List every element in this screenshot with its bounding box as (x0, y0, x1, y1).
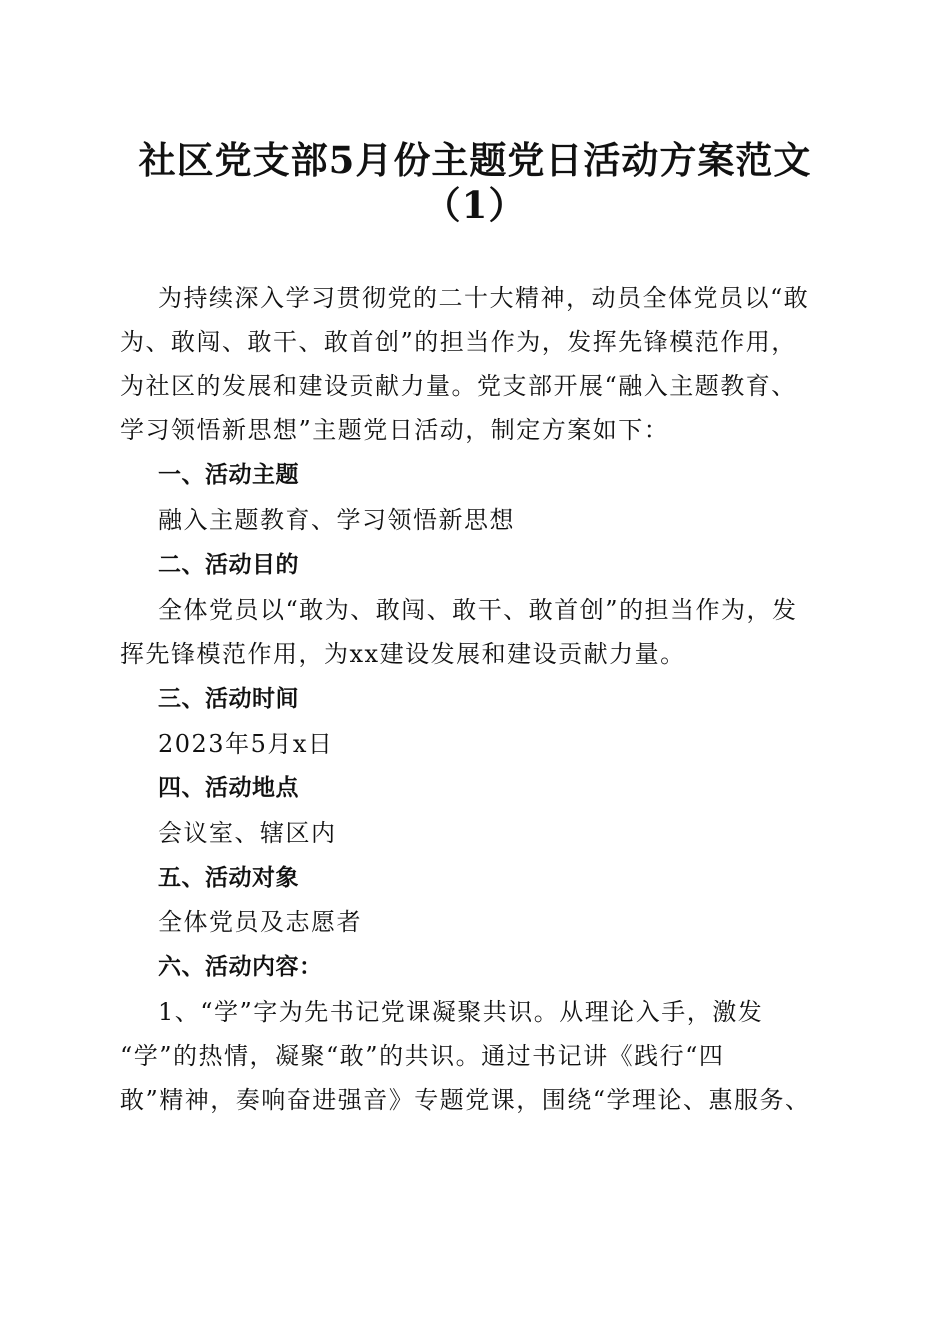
intro-line-4: 学习领悟新思想”主题党日活动，制定方案如下： (120, 416, 670, 444)
section-heading-purpose: 二、活动目的 (158, 552, 299, 578)
section-text-theme: 融入主题教育、学习领悟新思想 (158, 506, 515, 534)
intro-line-1: 为持续深入学习贯彻党的二十大精神，动员全体党员以“敢 (158, 284, 810, 312)
section-heading-content: 六、活动内容： (158, 954, 323, 980)
section-text-content-line-2: “学”的热情，凝聚“敢”的共识。通过书记讲《践行“四 (120, 1042, 725, 1070)
section-heading-target: 五、活动对象 (158, 865, 299, 891)
section-heading-time: 三、活动时间 (158, 686, 299, 712)
section-text-content-line-1: 1、“学”字为先书记党课凝聚共识。从理论入手，激发 (158, 998, 764, 1026)
section-text-content-line-3: 敢”精神，奏响奋进强音》专题党课，围绕“学理论、惠服务、 (120, 1086, 811, 1114)
section-text-time: 2023年5月x日 (158, 730, 334, 758)
document-title: 社区党支部5月份主题党日活动方案范文 (138, 138, 812, 182)
section-heading-theme: 一、活动主题 (158, 462, 299, 488)
section-heading-place: 四、活动地点 (158, 775, 299, 801)
section-text-target: 全体党员及志愿者 (158, 908, 362, 936)
intro-line-3: 为社区的发展和建设贡献力量。党支部开展“融入主题教育、 (120, 372, 797, 400)
section-text-purpose-line-1: 全体党员以“敢为、敢闯、敢干、敢首创”的担当作为，发 (158, 596, 798, 624)
intro-line-2: 为、敢闯、敢干、敢首创”的担当作为，发挥先锋模范作用， (120, 328, 797, 356)
section-text-purpose-line-2: 挥先锋模范作用，为xx建设发展和建设贡献力量。 (120, 640, 686, 668)
document-title-number: （1） (423, 183, 527, 227)
section-text-place: 会议室、辖区内 (158, 819, 337, 847)
